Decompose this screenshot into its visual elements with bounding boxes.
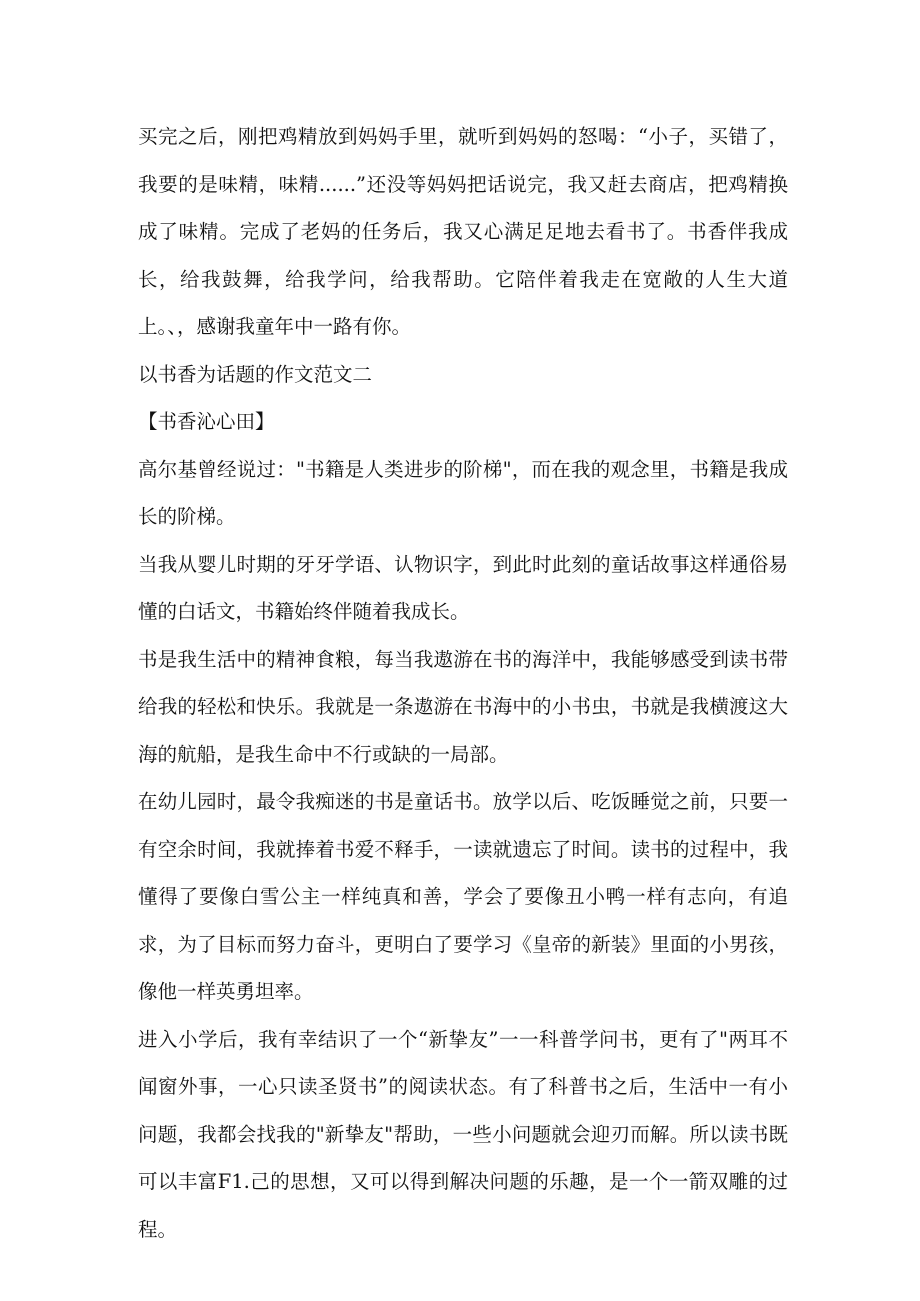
essay-title: 以书香为话题的作文范文二 xyxy=(138,362,373,386)
document-body xyxy=(138,113,788,1253)
paragraph-spiritual-food: 书是我生活中的精神食粮，每当我遨游在书的海洋中，我能够感受到读书带给我的轻松和快乐。我就是一条遨游在书海中的小书虫，书就是我横渡这大海的航船，是我生命中不行或缺的一局部。 xyxy=(138,647,788,766)
paragraph-kindergarten: 在幼儿园时，最令我痴迷的书是童话书。放学以后、吃饭睡觉之前，只要一有空余时间，我就捧着书爱不释手，一读就遗忘了时间。读书的过程中，我懂得了要像白雪公主一样纯真和善，学会了要像丑小鸭一样有志向，有追求，为了目标而努力奋斗，更明白了要学习《皇帝的新装》里面的小男孩，像他一样英勇坦率。 xyxy=(138,790,788,1003)
essay-subtitle: 【书香沁心田】 xyxy=(138,410,275,433)
paragraph-childhood: 当我从婴儿时期的牙牙学语、认物识字，到此时此刻的童话故事这样通俗易懂的白话文，书籍始终伴随着我成长。 xyxy=(138,552,788,623)
paragraph-shopping-story: 买完之后，刚把鸡精放到妈妈手里，就听到妈妈的怒喝：“小子，买错了，我要的是味精，味精......”还没等妈妈把话说完，我又赶去商店，把鸡精换成了味精。完成了老妈的任务后，我又心满足足地去看书了。书香伴我成长，给我鼓舞，给我学问，给我帮助。它陪伴着我走在宽敞的人生大道上。、，感谢我童年中一路有你。 xyxy=(138,125,788,338)
paragraph-primary-school: 进入小学后，我有幸结识了一个“新挚友”一一科普学问书，更有了"两耳不闻窗外事，一心只读圣贤书”的阅读状态。有了科普书之后，生活中一有小问题，我都会找我的"新挚友"帮助，一些小问题就会迎刃而解。所以读书既可以丰富F1.己的思想，又可以得到解决问题的乐趣，是一个一箭双雕的过程。 xyxy=(138,1027,788,1241)
paragraph-gorky-quote: 高尔基曾经说过："书籍是人类进步的阶梯"，而在我的观念里，书籍是我成长的阶梯。 xyxy=(138,457,788,528)
